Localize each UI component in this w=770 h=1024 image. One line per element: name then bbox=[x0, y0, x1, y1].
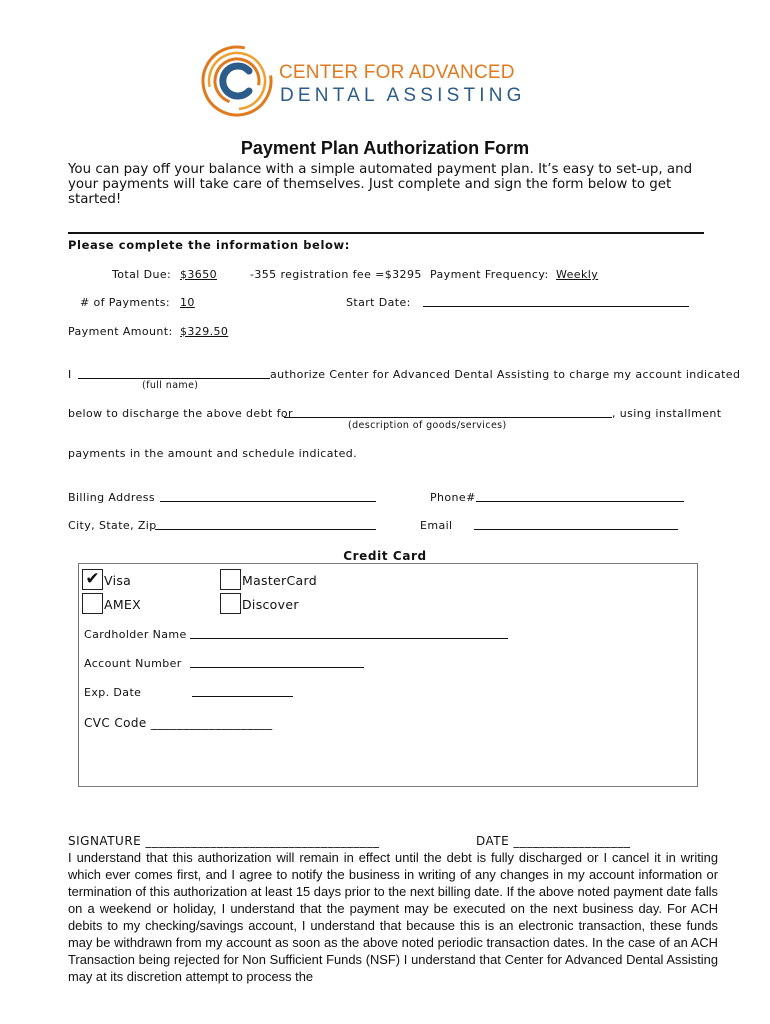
city-state-zip-field[interactable] bbox=[155, 529, 376, 530]
billing-address-label: Billing Address bbox=[68, 491, 156, 504]
company-logo-mark bbox=[200, 44, 274, 118]
date-line[interactable]: DATE __________________ bbox=[476, 834, 631, 848]
logo-text-line1: CENTER FOR ADVANCED bbox=[279, 62, 515, 83]
payment-frequency-value[interactable]: Weekly bbox=[556, 268, 599, 281]
email-field[interactable] bbox=[474, 529, 678, 530]
start-date-field[interactable] bbox=[423, 306, 689, 307]
visa-checkbox[interactable]: ✔ bbox=[82, 569, 103, 590]
payment-frequency-label: Payment Frequency: bbox=[430, 268, 549, 281]
form-title: Payment Plan Authorization Form bbox=[240, 138, 530, 158]
auth-payments-text: payments in the amount and schedule indicated. bbox=[68, 447, 358, 460]
amex-checkbox[interactable] bbox=[82, 593, 103, 614]
billing-address-field[interactable] bbox=[160, 501, 376, 502]
legal-terms-paragraph: I understand that this authorization will remain in effect until the debt is fully discharged or I cancel it in writing which ever comes first, and I agree to notify the business in writing of any changes in my account information or termination of this authorization at least 15 days prior to the next billing date. If the above noted payment date falls on a weekend or holiday, I understand that the payment may be executed on the next business day. For ACH debits to my checking/savings account, I understand that because this is an electronic transaction, these funds may be withdrawn from my account as soon as the above noted periodic transaction dates. In the case of an ACH Transaction being rejected for Non Sufficient Funds (NSF) I understand that Center for Advanced Dental Assisting may at its discretion attempt to process the bbox=[68, 850, 718, 984]
discover-label: Discover bbox=[242, 597, 299, 612]
num-payments-value[interactable]: 10 bbox=[180, 296, 195, 309]
auth-below-text: below to discharge the above debt for bbox=[68, 407, 293, 420]
payment-amount-label: Payment Amount: bbox=[68, 325, 173, 338]
city-state-zip-label: City, State, Zip bbox=[68, 519, 157, 532]
logo-text-line2: DENTAL ASSISTING bbox=[280, 85, 526, 106]
account-number-field[interactable] bbox=[190, 667, 364, 668]
account-number-label: Account Number bbox=[84, 657, 182, 670]
total-due-label: Total Due: bbox=[112, 268, 172, 281]
visa-label: Visa bbox=[104, 573, 132, 588]
mastercard-checkbox[interactable] bbox=[220, 569, 241, 590]
mastercard-label: MasterCard bbox=[242, 573, 317, 588]
intro-paragraph: You can pay off your balance with a simple automated payment plan. It’s easy to set-up, and your payments will take care of themselves. Just complete and sign the form below to get started! bbox=[68, 162, 693, 207]
section-heading: Please complete the information below: bbox=[68, 238, 350, 252]
registration-fee-note: -355 registration fee =$3295 bbox=[250, 268, 422, 281]
description-field[interactable] bbox=[284, 417, 612, 418]
section-divider bbox=[68, 232, 704, 234]
payment-amount-value[interactable]: $329.50 bbox=[180, 325, 229, 338]
description-hint: (description of goods/services) bbox=[348, 420, 507, 431]
auth-authorize-text: authorize Center for Advanced Dental Assisting to charge my account indicated bbox=[270, 368, 741, 381]
phone-label: Phone# bbox=[430, 491, 476, 504]
signature-line[interactable]: SIGNATURE ____________________________________ bbox=[68, 834, 380, 848]
cvc-code-label[interactable]: CVC Code ___________________ bbox=[84, 716, 273, 730]
total-due-value[interactable]: $3650 bbox=[180, 268, 217, 281]
exp-date-label: Exp. Date bbox=[84, 686, 142, 699]
discover-checkbox[interactable] bbox=[220, 593, 241, 614]
amex-label: AMEX bbox=[104, 597, 141, 612]
full-name-field[interactable] bbox=[78, 378, 270, 379]
cardholder-name-label: Cardholder Name bbox=[84, 628, 187, 641]
phone-field[interactable] bbox=[476, 501, 684, 502]
auth-installment-text: , using installment bbox=[612, 407, 722, 420]
cardholder-name-field[interactable] bbox=[190, 638, 508, 639]
credit-card-box bbox=[78, 563, 698, 787]
credit-card-heading: Credit Card bbox=[343, 549, 427, 563]
exp-date-field[interactable] bbox=[192, 696, 293, 697]
email-label: Email bbox=[420, 519, 453, 532]
start-date-label: Start Date: bbox=[346, 296, 411, 309]
num-payments-label: # of Payments: bbox=[80, 296, 171, 309]
full-name-hint: (full name) bbox=[142, 380, 199, 391]
auth-i-label: I bbox=[68, 368, 72, 381]
